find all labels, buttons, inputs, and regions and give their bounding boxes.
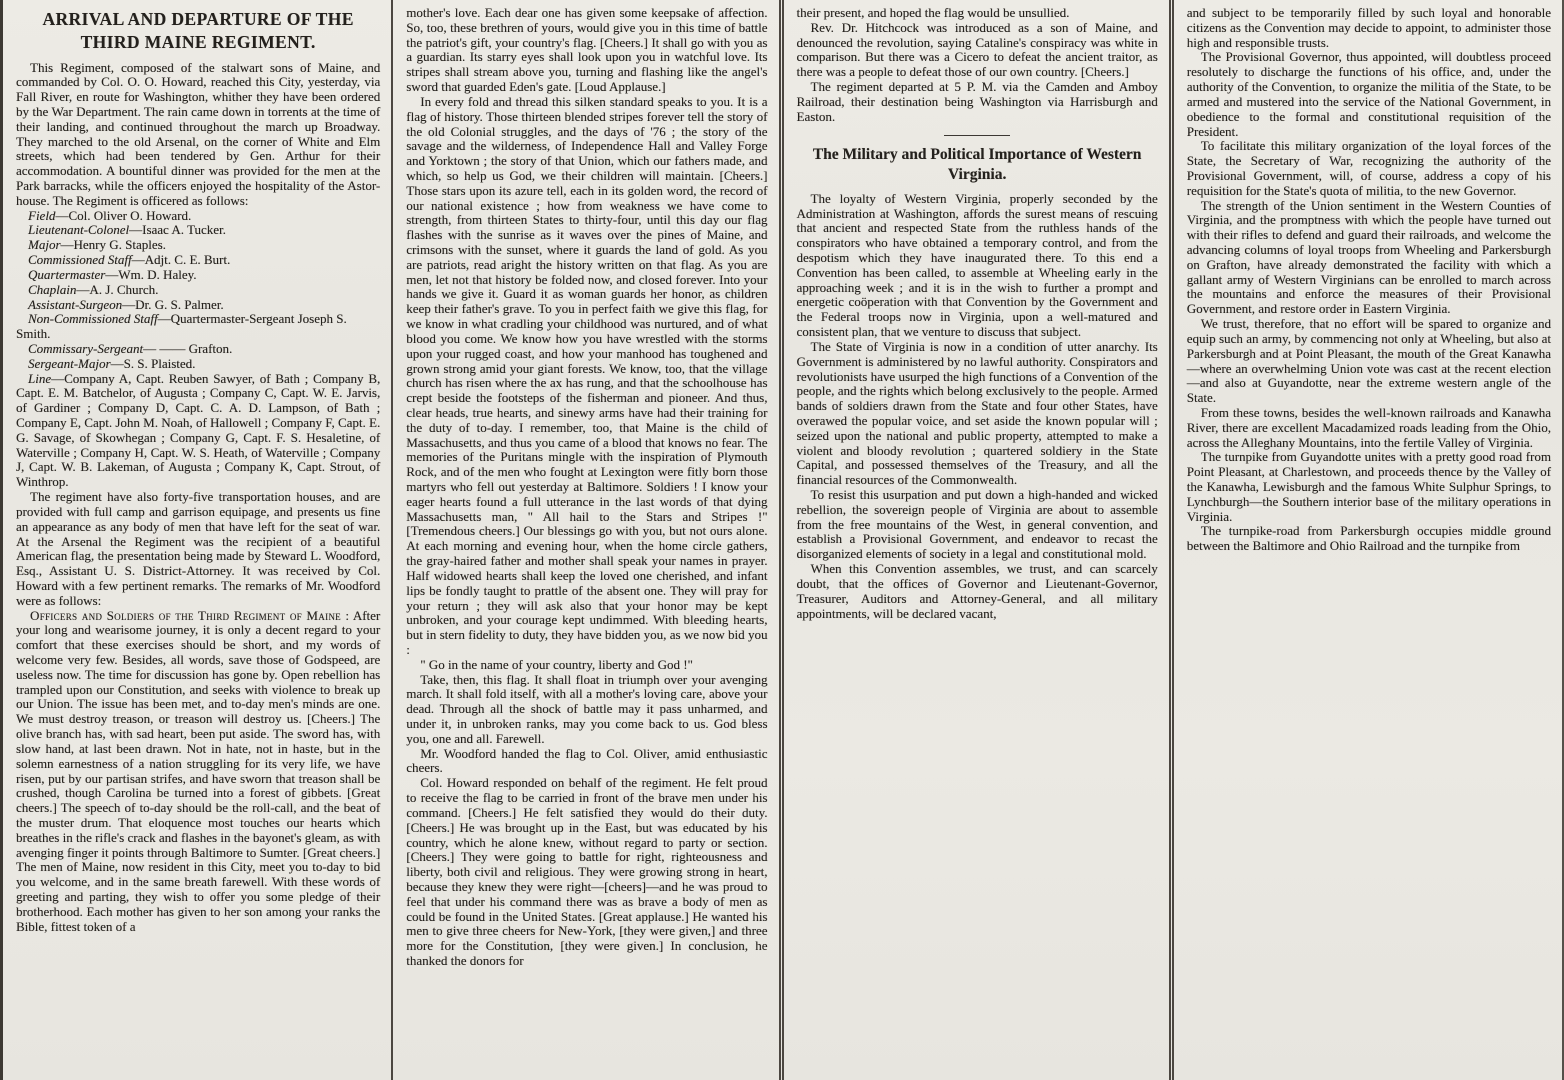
- officer-row-chaplain: Chaplain—A. J. Church.: [28, 281, 159, 297]
- article-2-headline: The Military and Political Importance of Western Virginia.: [812, 145, 1142, 183]
- speech-quote-line: " Go in the name of your country, liberty and God !": [420, 656, 693, 672]
- officer-row-sergeant-major: Sergeant-Major—S. S. Plaisted.: [28, 355, 196, 371]
- article-2-paragraph-1: The loyalty of Western Virginia, properly seconded by the Administration at Washington, affords the surest means of rescuing that ancient and respected State from the ruthless hands of the conspirators who have obtained a temporary control, and from the despotism which they have inaugurated there. To this end a Convention has been called, to assemble at Wheeling early in the approaching week ; and it is in the wish to further a prompt and energetic coöperation with that Convention by the Government and the Federal troops now in Virginia, upon a well-matured and consistent plan, that we venture to discuss that subject.: [796, 190, 1158, 340]
- section-divider: [944, 135, 1010, 136]
- article-2-paragraph-6: The Provisional Governor, thus appointed, will doubtless proceed resolutely to discharge the functions of his office, and, under the authority of the Convention, to organize the militia of the State, to be armed and mustered into the service of the National Government, in obedience to the formal and constitutional requisition of the President.: [1186, 49, 1551, 139]
- column-3-paragraph-3: The regiment departed at 5 P. M. via the Camden and Amboy Railroad, their destination being Washington via Harrisburgh and Easton.: [796, 79, 1158, 124]
- officer-row-commissary-sergeant: Commissary-Sergeant— —— Grafton.: [28, 340, 233, 356]
- officer-row-commissioned-staff: Commissioned Staff—Adjt. C. E. Burt.: [28, 252, 231, 268]
- column-3-paragraph-2: Rev. Dr. Hitchcock was introduced as a son of Maine, and denounced the revolution, saying Cataline's conspiracy was white in comparison. But there was a Cicero to defeat the ancient traitor, as there was a people to defeat those of our own country. [Cheers.]: [796, 19, 1158, 80]
- article-1-headline: ARRIVAL AND DEPARTURE OF THE THIRD MAINE REGIMENT.: [42, 9, 354, 52]
- article-1-speech-woodford: Officers and Soldiers of the Third Regiment of Maine : After your long and wearisome journey, it is only a decent regard to your comfort that these exercises should be short, and my words of welcome very few. Besides, all words, save those of Godspeed, are useless now. The time for discussion has gone by. Open rebellion has trampled upon our Constitution, and seeks with violence to break up our Union. The issue has been met, and to-day men's minds are one. We must destroy treason, or treason will destroy us. [Cheers.] The olive branch has, with sad heart, been put aside. The sword has, with slow hand, at last been drawn. Not in hate, not in haste, but in the solemn earnestness of a nation struggling for its very life, we have risen, put by our partisan strifes, and have sworn that treason shall be crushed, though Carolina be turned into a forest of gibbets. [Great cheers.] The speech of to-day should be the roll-call, and the beat of the muster drum. That eloquence most touches our hearts which breathes in the rifle's crack and flashes in the bayonet's gleam, as with avenging finger it points through Baltimore to Sumter. [Great cheers.] The men of Maine, now resident in this City, meet you to-day to bid you welcome, and in the same breath farewell. With these words of greeting and parting, they wish to offer you some pledge of their brotherhood. Each mother has given to her son among your ranks the Bible, fittest token of a: [16, 607, 381, 934]
- column-1: [3, 0, 393, 1080]
- article-2-paragraph-4: When this Convention assembles, we trust, and can scarcely doubt, that the offices of Governor and Lieutenant-Governor, Treasurer, Auditors and Attorney-General, and all military appointments, will be declared vacant,: [796, 561, 1158, 621]
- article-2-paragraph-5: and subject to be temporarily filled by such loyal and honorable citizens as the Convention may decide to appoint, to administer those high and responsible trusts.: [1186, 5, 1551, 50]
- article-2-paragraph-7: To facilitate this military organization of the loyal forces of the State, the Secretary of War, recognizing the authority of the Provisional Government, will, of course, address a copy of his requisition for the State's quota of militia, to the new Governor.: [1186, 138, 1551, 198]
- officer-row-line-companies: Line—Company A, Capt. Reuben Sawyer, of Bath ; Company B, Capt. E. M. Batchelor, of Augusta ; Company C, Capt. W. E. Jarvis, of Gardiner ; Company D, Capt. C. A. D. Lampson, of Bath ; Company E, Capt. John M. Noah, of Hallowell ; Company F, Capt. E. G. Savage, of Skowhegan ; Company G, Capt. F. S. Hesaletine, of Waterville ; Company H, Capt. W. S. Heath, of Waterville ; Company J, Capt. W. B. Lakeman, of Augusta ; Company K, Capt. Strout, of Winthrop.: [16, 370, 381, 490]
- column-3: [784, 0, 1174, 1080]
- article-2-paragraph-10: From these towns, besides the well-known railroads and Kanawha River, there are excellent Macadamized roads leading from the Ohio, across the Alleghany Mountains, into the fertile Valley of Virginia.: [1186, 404, 1551, 450]
- article-1-paragraph-2: The regiment have also forty-five transportation houses, and are provided with full camp and garrison equipage, and presents us fine an appearance as any body of men that have left for the seat of war. At the Arsenal the Regiment was the recipient of a beautiful American flag, the presentation being made by Steward L. Woodford, Esq., Assistant U. S. District-Attorney. It was received by Col. Howard with a few pertinent remarks. The remarks of Mr. Woodford were as follows:: [16, 489, 381, 608]
- officer-list: [16, 209, 380, 490]
- article-1-paragraph-1: This Regiment, composed of the stalwart sons of Maine, and commanded by Col. O. O. Howard, reached this City, yesterday, via Fall River, en route for Washington, whither they have been ordered by the War Department. The rain came down in torrents at the time of their landing, and continued throughout the march up Broadway. They marched to the old Arsenal, on the corner of White and Elm streets, which had been tendered by Gen. Arthur for their accommodation. A bountiful dinner was provided for the men at the Park barracks, while the officers enjoyed the hospitality of the Astor-house. The Regiment is officered as follows:: [16, 59, 381, 208]
- column-2-paragraph-2: In every fold and thread this silken standard speaks to you. It is a flag of history. Those thirteen blended stripes forever tell the story of the old Colonial struggles, and the days of '76 ; the story of the savage and the wilderness, of Independence Hall and Valley Forge and Yorktown ; the story of that Union, which our fathers made, and which, so help us God, we their children will maintain. [Cheers.] Those stars upon its azure tell, each in its golden word, the record of our national existence ; how from weakness we have come to strength, from thirteen States to thirty-four, until this day our flag flashes with the sunrise as it waves over the pines of Maine, and crimsons with the sunset, where it guards the land of gold. As you are patriots, read aright the history written on that flag. As you are men, let not that history be folded now, and closed forever. Into your hands we give it. Guard it as woman guards her honor, as children keep their father's grave. To you in perfect faith we give this flag, for we know in what cradling your childhood was nurtured, and of what blood you come. We know how you have wrestled with the storms upon your rugged coast, and how your manhood has toughened and grown strong amid your giant forests. We know, too, that the village church has risen where the ax has rung, and that the schoolhouse has crept beside the footsteps of the fisherman and pioneer. And thus, clear heads, true hearts, and sinewy arms have had their training for the duty of to-day. I remember, too, that Maine is the child of Massachusetts, and thus you came of a blood that knows no fear. The memories of the Puritans mingle with the inspiration of Plymouth Rock, and of the men who fought at Lexington were fitly born those martyrs who fell out yesterday at Baltimore. Soldiers ! I know your eager hearts found a full utterance in the last words of that dying Massachusetts man, " All hail to the Stars and Stripes !" [Tremendous cheers.] Our blessings go with you, but not ours alone. At each morning and evening hour, when the home circle gathers, the gray-haired father and mother shall speak your names in prayer. Half widowed hearts shall keep the loved one cherished, and infant lips be fondly taught to prattle of the absent one. They will pray for your return ; they will ask also that your honor may be kept unbroken, and your courage kept undimmed. With bleeding hearts, but in stern fidelity to duty, they have bidden you, as we now bid you :: [406, 93, 768, 657]
- article-2-paragraph-3: To resist this usurpation and put down a high-handed and wicked rebellion, the sovereign people of Virginia are about to assemble from the free mountains of the West, in general convention, and establish a Provisional Government, and endeavor to recast the disorganized elements of society in a legal and constitutional mold.: [796, 487, 1158, 562]
- column-4: [1174, 0, 1564, 1080]
- officer-row-lieutenant-colonel: Lieutenant-Colonel—Isaac A. Tucker.: [28, 222, 226, 238]
- column-2-paragraph-1: mother's love. Each dear one has given some keepsake of affection. So, too, these brethren of yours, would give you in this time of battle the patriot's gift, your country's flag. [Cheers.] It shall go with you as a guardian. Its starry eyes shall look upon you in watchful love. Its stripes shall stream above you, turning and flashing like the angel's sword that guarded Eden's gate. [Loud Applause.]: [406, 5, 768, 95]
- column-2-paragraph-4: Mr. Woodford handed the flag to Col. Oliver, amid enthusiastic cheers.: [406, 745, 768, 776]
- article-2-paragraph-2: The State of Virginia is now in a condition of utter anarchy. Its Government is administered by no lawful authority. Conspirators and revolutionists have usurped the high functions of a Convention of the people, and the rights which belong exclusively to the people. Armed bands of soldiers drawn from the State and four other States, have overawed the popular voice, and set aside the known popular will ; seized upon the national and public property, attempted to make a violent and bloody revolution ; quartered soldiery in the State Capital, and possessed themselves of the Treasury, and all the financial resources of the Commonwealth.: [796, 338, 1158, 488]
- officer-row-field: Field—Col. Oliver O. Howard.: [28, 207, 192, 223]
- officer-row-major: Major—Henry G. Staples.: [28, 237, 166, 253]
- speech-salutation: Officers and Soldiers of the Third Regiment of Maine :: [30, 607, 350, 623]
- article-2-paragraph-9: We trust, therefore, that no effort will be spared to organize and equip such an army, by commencing not only at Wheeling, but also at Parkersburgh and at Point Pleasant, the mouth of the Great Kanawha—where an overwhelming Union vote was cast at the recent election—and also at Guyandotte, near the extreme western angle of the State.: [1186, 316, 1551, 406]
- officer-row-assistant-surgeon: Assistant-Surgeon—Dr. G. S. Palmer.: [28, 296, 224, 312]
- column-2-paragraph-5: Col. Howard responded on behalf of the regiment. He felt proud to receive the flag to be carried in front of the brave men under his command. [Cheers.] He felt satisfied they would do their duty. [Cheers.] He was brought up in the East, but was educated by his country, which he alone knew, without regard to party or section. [Cheers.] They were going to battle for right, righteousness and liberty, both civil and religious. They were growing strong in heart, because they knew they were right—[cheers]—and he was proud to feel that under his command there was as brave a body of men as could be found in the United States. [Great applause.] He wanted his men to give three cheers for New-York, [they were given,] and three more for the Constitution, [they were given.] In conclusion, he thanked the donors for: [406, 775, 768, 968]
- officer-row-non-commissioned-staff: Non-Commissioned Staff—Quartermaster-Sergeant Joseph S. Smith.: [16, 311, 347, 342]
- article-2-paragraph-11: The turnpike from Guyandotte unites with a pretty good road from Point Pleasant, at Charlestown, and proceeds thence by the Valley of the Kanawha, Lewisburgh and the famous White Sulphur Springs, to Lynchburgh—the Southern interior base of the military operations in Virginia.: [1186, 449, 1551, 524]
- officer-row-quartermaster: Quartermaster—Wm. D. Haley.: [28, 266, 197, 282]
- column-3-paragraph-1: their present, and hoped the flag would be unsullied.: [796, 5, 1070, 20]
- article-2-paragraph-12: The turnpike-road from Parkersburgh occupies middle ground between the Baltimore and Ohio Railroad and the turnpike from: [1186, 523, 1551, 554]
- column-2: [393, 0, 783, 1080]
- column-2-paragraph-3: Take, then, this flag. It shall float in triumph over your avenging march. It shall fold itself, with all a mother's loving care, above your dead. Through all the shock of battle may it pass unharmed, and under it, in unbroken ranks, may you come back to us. God bless you, one and all. Farewell.: [406, 671, 768, 746]
- article-2-paragraph-8: The strength of the Union sentiment in the Western Counties of Virginia, and the promptness with which the people have turned out with their rifles to defend and guard their railroads, and welcome the advancing columns of loyal troops from Wheeling and Parkersburgh on Grafton, have already demonstrated the facility with which a gallant army of Western Virginians can be enrolled to march across the mountains and enforce the measures of their Provisional Government, and restore order in Eastern Virginia.: [1186, 197, 1551, 317]
